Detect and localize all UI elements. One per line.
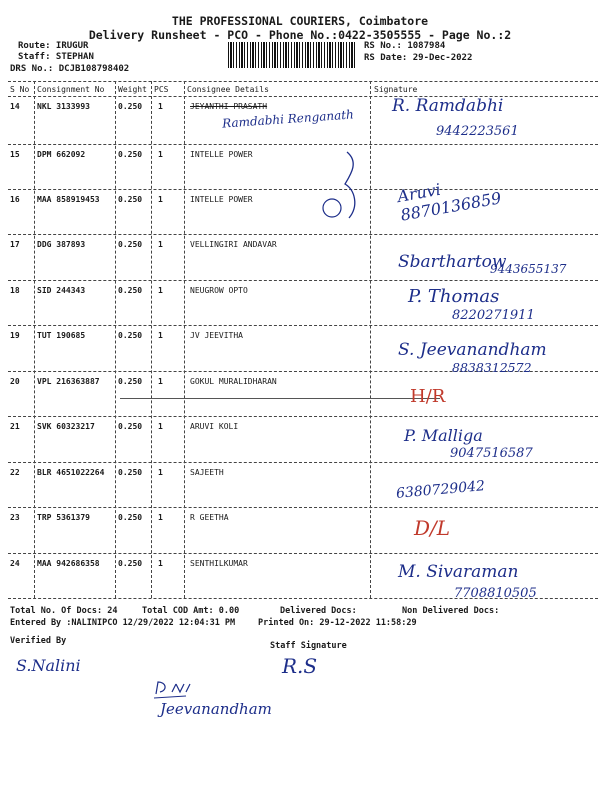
row-consignee: GOKUL MURALIDHARAN xyxy=(190,377,277,386)
row-consignee: R GEETHA xyxy=(190,513,229,522)
row-divider xyxy=(8,553,598,554)
row-weight: 0.250 xyxy=(118,240,143,249)
column-divider xyxy=(151,81,152,598)
table-header-rule xyxy=(8,96,598,97)
row-consignment: MAA 942686358 xyxy=(37,559,100,568)
column-header-pcs: PCS xyxy=(154,85,169,94)
row-pcs: 1 xyxy=(158,422,163,431)
document-title: THE PROFESSIONAL COURIERS, Coimbatore xyxy=(171,14,429,28)
row-weight: 0.250 xyxy=(118,195,143,204)
handwritten-signature-14: R. Ramdabhi xyxy=(392,96,504,116)
row-consignment: VPL 216363887 xyxy=(37,377,100,386)
column-divider xyxy=(184,81,185,598)
row-pcs: 1 xyxy=(158,102,163,111)
handwritten-phone-19: 8838312572 xyxy=(452,360,532,375)
handwritten-signature-17: Sbarthartow xyxy=(398,252,507,272)
handwritten-remark-23: D/L xyxy=(414,516,451,540)
column-header-weight: Weight xyxy=(118,85,147,94)
total-cod-amount: Total COD Amt: 0.00 xyxy=(142,606,240,616)
handwritten-phone-14: 9442223561 xyxy=(436,124,519,139)
row-sno: 16 xyxy=(10,195,20,204)
row-weight: 0.250 xyxy=(118,559,143,568)
row-pcs: 1 xyxy=(158,240,163,249)
row-sno: 18 xyxy=(10,286,20,295)
row-consignment: TUT 190685 xyxy=(37,331,86,340)
handwritten-note-14: Ramdabhi Renganath xyxy=(221,107,355,131)
printed-on: Printed On: 29-12-2022 11:58:29 xyxy=(258,618,417,628)
column-header-consignment: Consignment No xyxy=(37,85,105,94)
route-label: Route: IRUGUR xyxy=(18,41,89,51)
row-pcs: 1 xyxy=(158,377,163,386)
row-consignee: SAJEETH xyxy=(190,468,224,477)
row-sno: 17 xyxy=(10,240,20,249)
barcode xyxy=(228,42,356,68)
non-delivered-docs: Non Delivered Docs: xyxy=(402,606,500,616)
staff-signature-mark: R.S xyxy=(282,654,318,678)
row-divider xyxy=(8,234,598,235)
row-pcs: 1 xyxy=(158,286,163,295)
row-weight: 0.250 xyxy=(118,422,143,431)
handwritten-signature-19: S. Jeevanandham xyxy=(398,340,547,360)
delivered-docs: Delivered Docs: xyxy=(280,606,357,616)
handwritten-signature-22: 6380729042 xyxy=(395,478,486,502)
row-consignment: SVK 60323217 xyxy=(37,422,95,431)
handwritten-phone-21: 9047516587 xyxy=(450,446,533,461)
handwritten-phone-18: 8220271911 xyxy=(452,308,535,323)
rs-number: RS No.: 1087984 xyxy=(364,41,446,51)
table-top-rule xyxy=(8,81,598,82)
handwritten-phone-17: 9443655137 xyxy=(490,262,567,276)
row-sno: 23 xyxy=(10,513,20,522)
row-consignment: SID 244343 xyxy=(37,286,86,295)
row-sno: 22 xyxy=(10,468,20,477)
row-divider xyxy=(8,507,598,508)
row-divider xyxy=(8,416,598,417)
row-consignee: VELLINGIRI ANDAVAR xyxy=(190,240,277,249)
row-pcs: 1 xyxy=(158,195,163,204)
staff-label: Staff: STEPHAN xyxy=(18,52,94,62)
row-consignee: SENTHILKUMAR xyxy=(190,559,248,568)
document-subtitle: Delivery Runsheet - PCO - Phone No.:0422-3505555 - Page No.:2 xyxy=(88,28,512,42)
row-weight: 0.250 xyxy=(118,468,143,477)
column-header-sno: S No xyxy=(10,85,30,94)
staff-name-signature: Jeevanandham xyxy=(160,700,272,718)
handwritten-remark-20: H/R xyxy=(410,386,446,407)
row-pcs: 1 xyxy=(158,331,163,340)
row-weight: 0.250 xyxy=(118,331,143,340)
row-consignee: JEYANTHI PRASATH xyxy=(190,102,268,111)
row-sno: 20 xyxy=(10,377,20,386)
row-consignee: INTELLE POWER xyxy=(190,195,253,204)
drs-number: DRS No.: DCJB108798402 xyxy=(10,64,130,74)
row-consignment: BLR 4651022264 xyxy=(37,468,105,477)
row-pcs: 1 xyxy=(158,513,163,522)
verified-by-signature: S.Nalini xyxy=(16,656,81,675)
row-consignment: TRP 5361379 xyxy=(37,513,90,522)
row-sno: 21 xyxy=(10,422,20,431)
row-consignment: NKL 3133993 xyxy=(37,102,90,111)
handwritten-signature-18: P. Thomas xyxy=(408,286,500,307)
row-divider xyxy=(8,280,598,281)
row-sno: 19 xyxy=(10,331,20,340)
rs-date: RS Date: 29-Dec-2022 xyxy=(364,53,473,63)
handwritten-bracket xyxy=(315,150,375,230)
handwritten-signature-24: M. Sivaraman xyxy=(398,562,519,582)
row-sno: 24 xyxy=(10,559,20,568)
total-docs: Total No. Of Docs: 24 xyxy=(10,606,118,616)
row-divider xyxy=(8,325,598,326)
handwritten-signature-16: Aruvi 8870136859 xyxy=(395,179,503,225)
row-pcs: 1 xyxy=(158,559,163,568)
row-sno: 15 xyxy=(10,150,20,159)
row-divider xyxy=(8,462,598,463)
column-divider xyxy=(34,81,35,598)
row-weight: 0.250 xyxy=(118,286,143,295)
row-weight: 0.250 xyxy=(118,102,143,111)
row-pcs: 1 xyxy=(158,468,163,477)
row-weight: 0.250 xyxy=(118,377,143,386)
column-header-consignee: Consignee Details xyxy=(187,85,269,94)
row-consignee: JV JEEVITHA xyxy=(190,331,243,340)
row-weight: 0.250 xyxy=(118,513,143,522)
handwritten-signature-21: P. Malliga xyxy=(404,426,483,445)
row-sno: 14 xyxy=(10,102,20,111)
row-divider xyxy=(8,144,598,145)
row-consignment: DPM 662092 xyxy=(37,150,86,159)
entered-by: Entered By :NALINIPCO 12/29/2022 12:04:31 PM xyxy=(10,618,236,628)
handwritten-phone-24: 7708810505 xyxy=(454,586,537,601)
row-consignee: NEUGROW OPTO xyxy=(190,286,248,295)
row-weight: 0.250 xyxy=(118,150,143,159)
row-consignment: MAA 858919453 xyxy=(37,195,100,204)
column-divider xyxy=(115,81,116,598)
staff-signature-label: Staff Signature xyxy=(270,641,347,651)
row-consignment: DDG 387893 xyxy=(37,240,86,249)
verified-by-label: Verified By xyxy=(10,636,67,646)
row-pcs: 1 xyxy=(158,150,163,159)
strike-line xyxy=(120,398,440,399)
column-header-signature: Signature xyxy=(374,85,418,94)
row-consignee: INTELLE POWER xyxy=(190,150,253,159)
row-consignee: ARUVI KOLI xyxy=(190,422,239,431)
